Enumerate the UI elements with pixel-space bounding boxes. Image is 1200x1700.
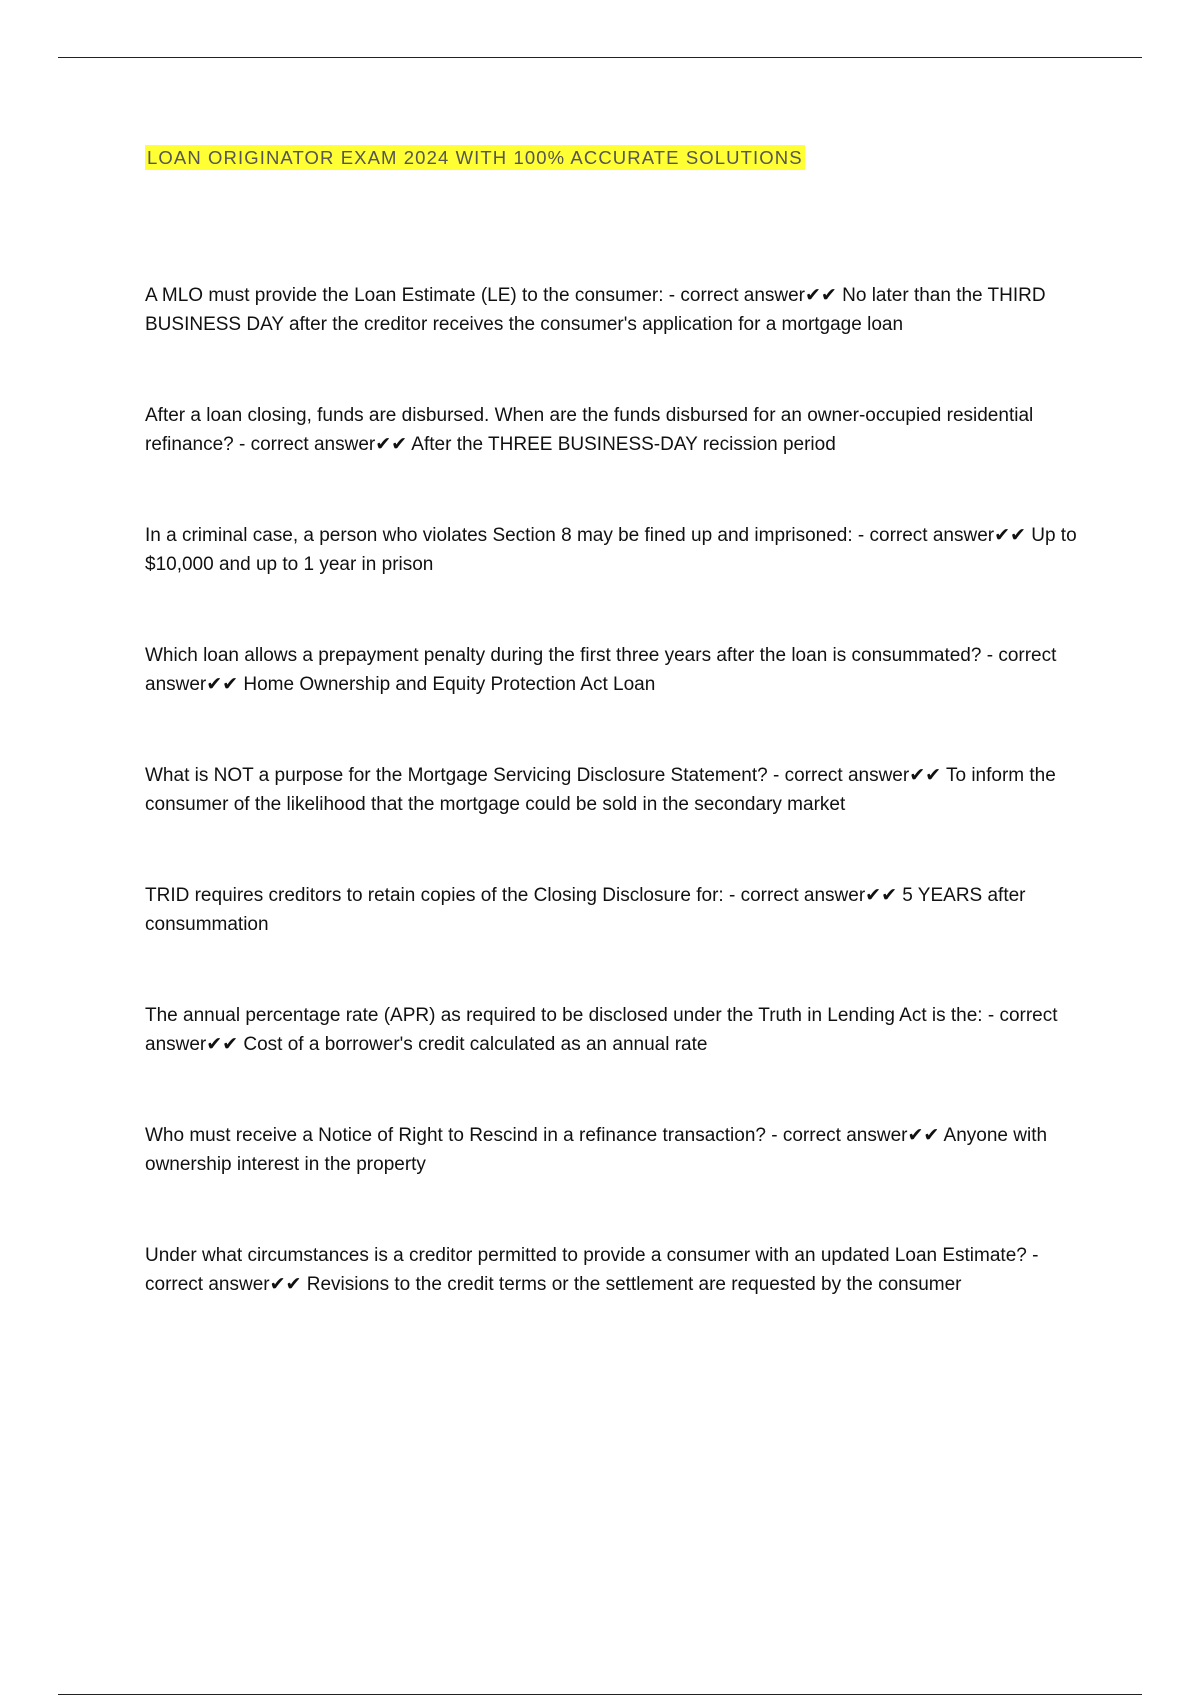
question-text: Who must receive a Notice of Right to Rescind in a refinance transaction? bbox=[145, 1125, 766, 1146]
check-marks-icon: ✔✔ bbox=[907, 1125, 940, 1146]
qa-item bbox=[145, 281, 1095, 339]
qa-item bbox=[145, 401, 1095, 459]
check-marks-icon: ✔✔ bbox=[865, 885, 898, 906]
qa-item bbox=[145, 641, 1095, 699]
question-text: After a loan closing, funds are disbursed. When are the funds disbursed for an owner-occupied residential refinance? bbox=[145, 405, 1034, 455]
question-text: In a criminal case, a person who violates Section 8 may be fined up and imprisoned: bbox=[145, 525, 853, 546]
check-marks-icon: ✔✔ bbox=[206, 1034, 239, 1055]
answer-separator: - correct answer bbox=[145, 1245, 1039, 1295]
answer-text: Revisions to the credit terms or the settlement are requested by the consumer bbox=[306, 1274, 962, 1295]
answer-text: Home Ownership and Equity Protection Act Loan bbox=[243, 674, 656, 695]
answer-separator: - correct answer bbox=[723, 885, 866, 906]
check-marks-icon: ✔✔ bbox=[375, 434, 408, 455]
answer-text: No later than the THIRD BUSINESS DAY after the creditor receives the consumer's application for a mortgage loan bbox=[145, 285, 1046, 335]
answer-separator: - correct answer bbox=[145, 645, 1057, 695]
question-text: Under what circumstances is a creditor permitted to provide a consumer with an updated Loan Estimate? bbox=[145, 1245, 1027, 1266]
question-text: The annual percentage rate (APR) as required to be disclosed under the Truth in Lending Act is the: bbox=[145, 1005, 983, 1026]
qa-item bbox=[145, 521, 1095, 579]
qa-item bbox=[145, 761, 1095, 819]
qa-item bbox=[145, 881, 1095, 939]
check-marks-icon: ✔✔ bbox=[269, 1274, 302, 1295]
answer-text: To inform the consumer of the likelihood that the mortgage could be sold in the secondary market bbox=[145, 765, 1056, 815]
title-wrap bbox=[145, 145, 805, 170]
answer-text: 5 YEARS after consummation bbox=[145, 885, 1026, 935]
answer-text: Anyone with ownership interest in the property bbox=[145, 1125, 1048, 1175]
top-rule bbox=[58, 57, 1142, 58]
check-marks-icon: ✔✔ bbox=[805, 285, 837, 306]
answer-text: Cost of a borrower's credit calculated as an annual rate bbox=[243, 1034, 708, 1055]
question-text: What is NOT a purpose for the Mortgage Servicing Disclosure Statement? bbox=[145, 765, 768, 786]
answer-text: After the THREE BUSINESS-DAY recission period bbox=[411, 434, 836, 455]
answer-separator: - correct answer bbox=[145, 1005, 1058, 1055]
answer-separator: - correct answer bbox=[852, 525, 995, 546]
qa-item bbox=[145, 1241, 1095, 1299]
document-title: LOAN ORIGINATOR EXAM 2024 WITH 100% ACCURATE SOLUTIONS bbox=[147, 147, 803, 168]
answer-separator: - correct answer bbox=[765, 1125, 908, 1146]
answer-separator: - correct answer bbox=[767, 765, 910, 786]
qa-item bbox=[145, 1121, 1095, 1179]
check-marks-icon: ✔✔ bbox=[206, 674, 239, 695]
question-text: A MLO must provide the Loan Estimate (LE) to the consumer: bbox=[145, 285, 664, 306]
question-text: Which loan allows a prepayment penalty during the first three years after the loan is consummated? bbox=[145, 645, 982, 666]
answer-separator: - correct answer bbox=[233, 434, 376, 455]
check-marks-icon: ✔✔ bbox=[994, 525, 1026, 546]
answer-separator: - correct answer bbox=[663, 285, 806, 306]
answer-text: Up to $10,000 and up to 1 year in prison bbox=[145, 525, 1077, 575]
qa-list bbox=[145, 281, 1095, 1361]
check-marks-icon: ✔✔ bbox=[909, 765, 942, 786]
question-text: TRID requires creditors to retain copies of the Closing Disclosure for: bbox=[145, 885, 724, 906]
qa-item bbox=[145, 1001, 1095, 1059]
bottom-rule bbox=[58, 1694, 1142, 1695]
